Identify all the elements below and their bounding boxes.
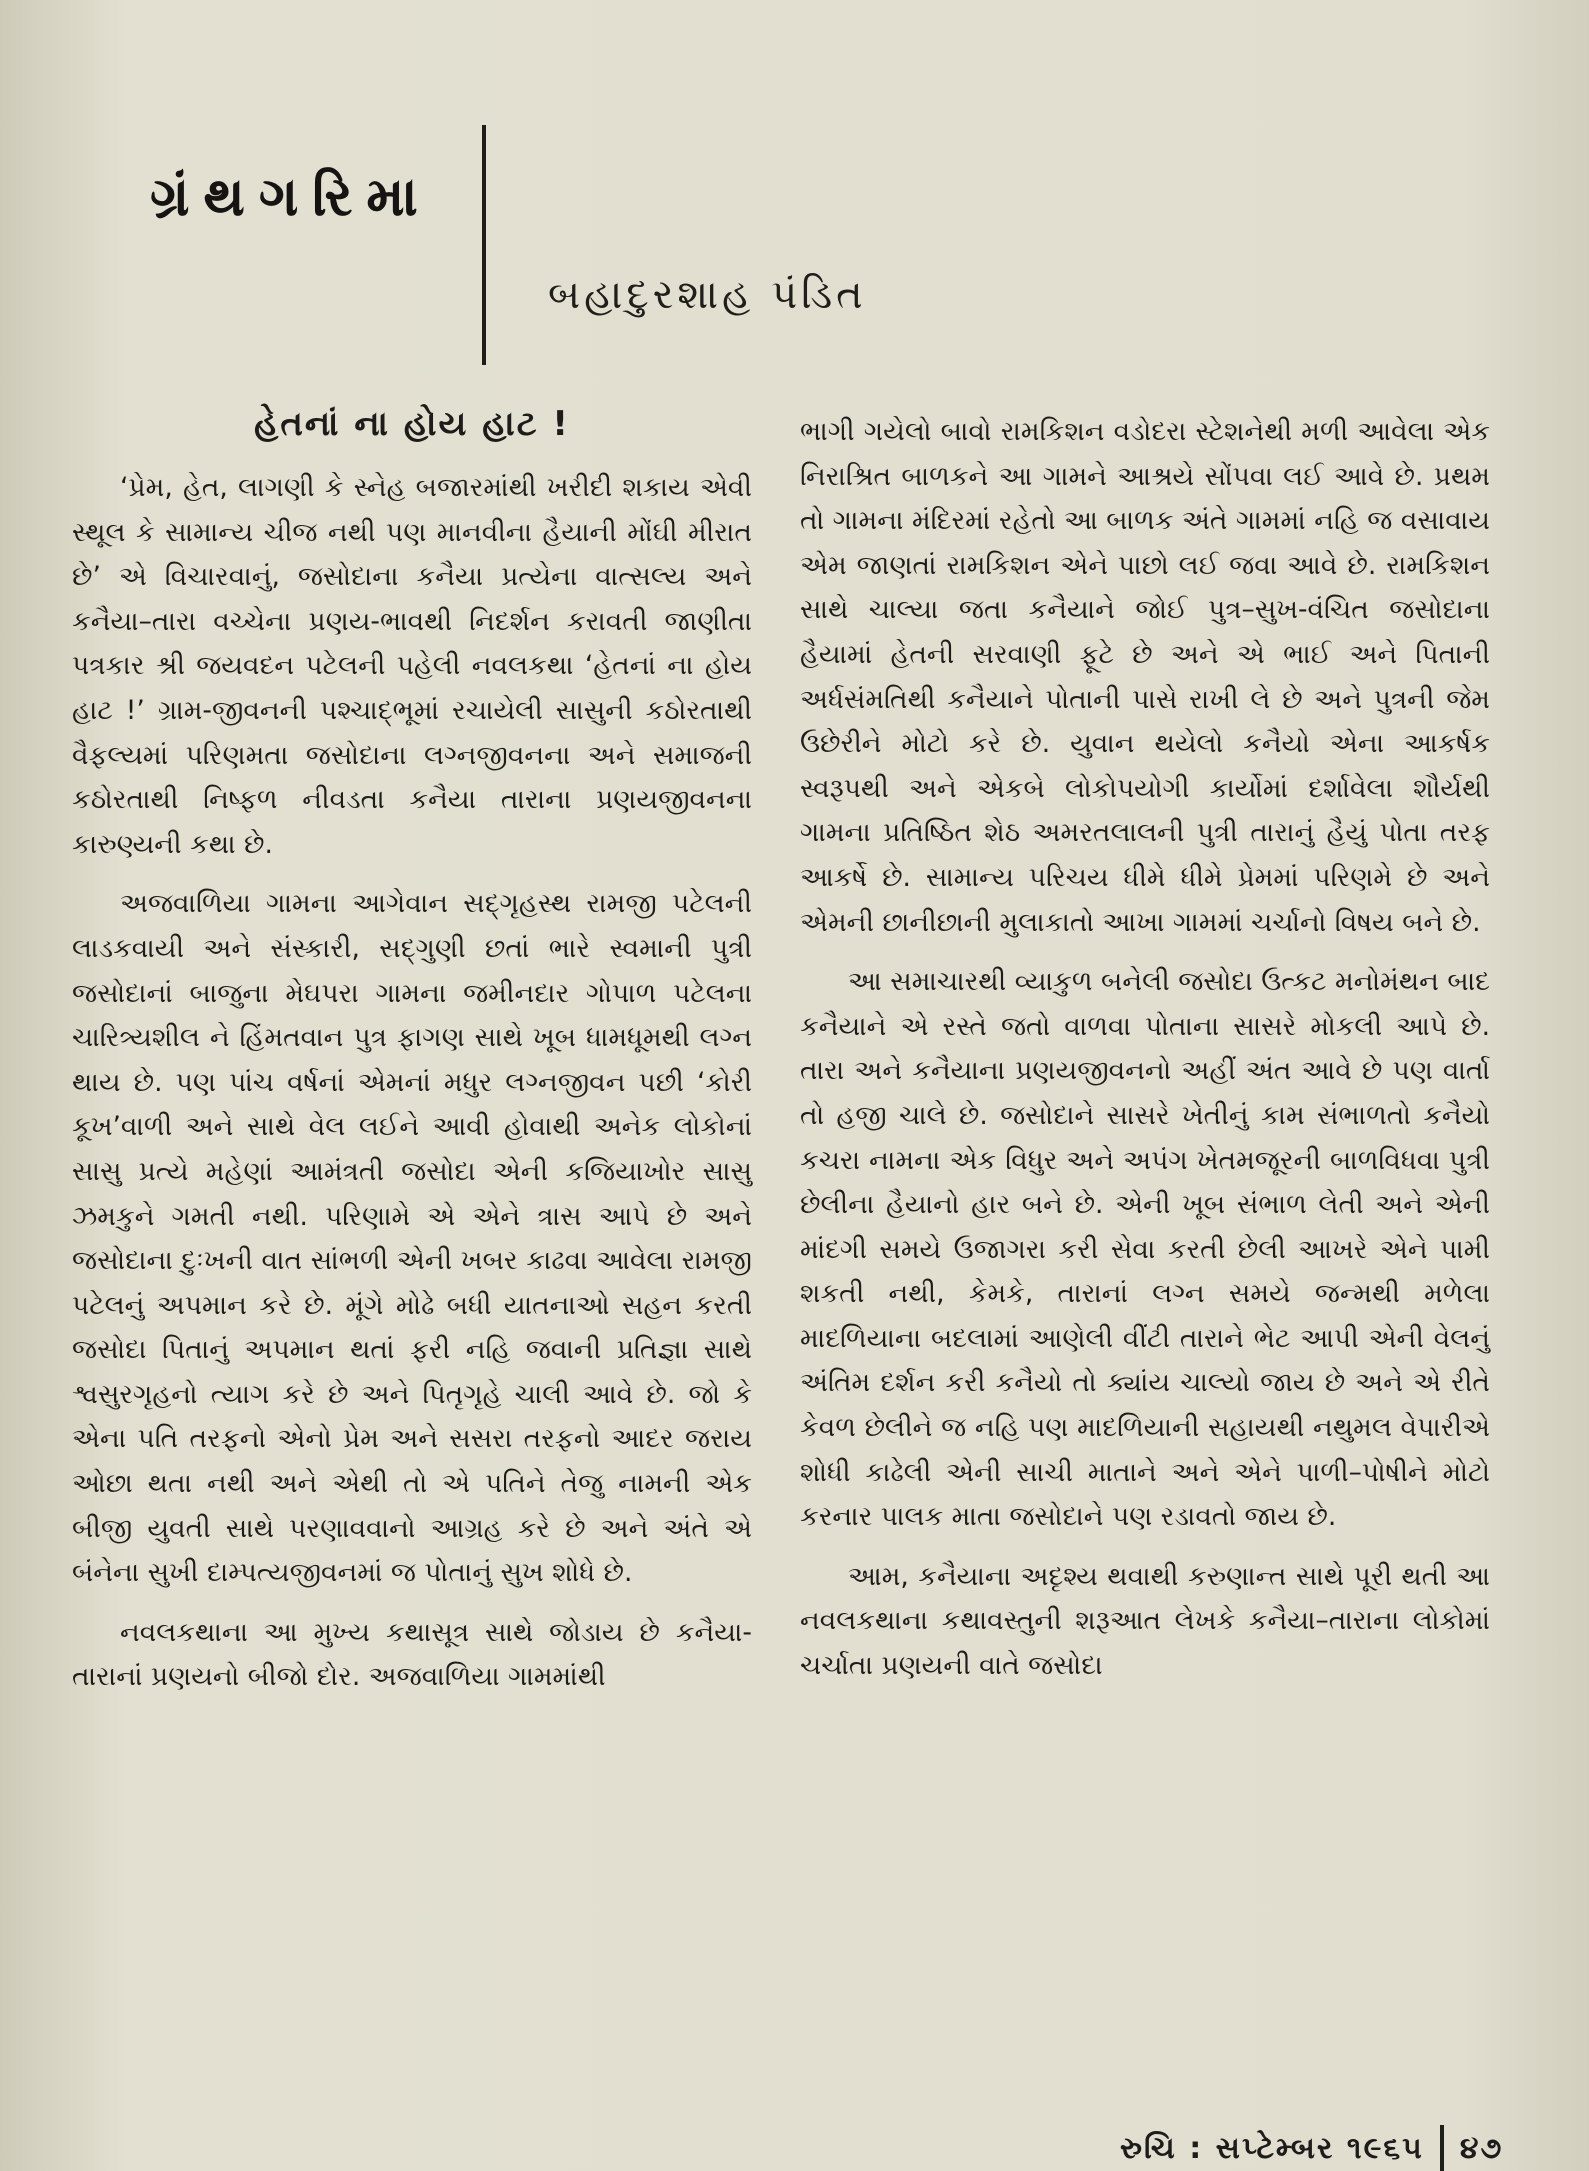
paragraph: નવલકથાના આ મુખ્ય કથાસૂત્ર સાથે જોડાય છે કનૈયા-તારાનાં પ્રણયનો બીજો દોર. અજવાળિયા ગામમાંથી — [72, 1616, 752, 1693]
right-column — [800, 410, 1490, 1704]
author-name: બહાદુરશાહ પંડિત — [548, 272, 867, 318]
issue-info: રુચિ : સપ્ટેમ્બર ૧૯૬૫ — [1120, 2130, 1424, 2166]
footer-divider — [1440, 2125, 1444, 2171]
page-number: ૪૭ — [1459, 2130, 1504, 2166]
article-title: હેતનાં ના હોય હાટ ! — [254, 404, 570, 444]
paragraph: અજવાળિયા ગામના આગેવાન સદ્‌ગૃહસ્થ રામજી પટેલની લાડકવાયી અને સંસ્કારી, સદ્‌ગુણી છતાં ભારે સ્વમાની પુત્રી જસોદાનાં બાજુના મેઘપરા ગામના જમીનદાર ગોપાળ પટેલના ચારિત્ર્યશીલ ને હિંમતવાન પુત્ર ફાગણ સાથે ખૂબ ધામધૂમથી લગ્ન થાય છે. પણ પાંચ વર્ષનાં એમનાં મધુર લગ્નજીવન પછી ‘કોરી કૂખ’વાળી અને સાથે વેલ લઈને આવી હોવાથી અનેક લોકોનાં સાસુ પ્રત્યે મહેણાં આમંત્રતી જસોદા એની કજિયાખોર સાસુ ઝમકુને ગમતી નથી. પરિણામે એ એને ત્રાસ આપે છે અને જસોદાના દુઃખની વાત સાંભળી એની ખબર કાઢવા આવેલા રામજી પટેલનું અપમાન કરે છે. મૂંગે મોઢે બધી યાતનાઓ સહન કરતી જસોદા પિતાનું અપમાન થતાં ફરી નહિ જવાની પ્રતિજ્ઞા સાથે શ્વસુરગૃહનો ત્યાગ કરે છે અને પિતૃગૃહે ચાલી આવે છે. જો કે એના પતિ તરફનો એનો પ્રેમ અને સસરા તરફનો આદર જરાય ઓછા થતા નથી અને એથી તો એ પતિને તેજુ નામની એક બીજી યુવતી સાથે પરણાવવાનો આગ્રહ કરે છે અને અંતે એ બંનેના સુખી દામ્પત્યજીવનમાં જ પોતાનું સુખ શોધે છે. — [72, 888, 752, 1589]
paragraph: ભાગી ગયેલો બાવો રામકિશન વડોદરા સ્ટેશનેથી મળી આવેલા એક નિરાશ્રિત બાળકને આ ગામને આશ્રયે સોંપવા લઈ આવે છે. પ્રથમ તો ગામના મંદિરમાં રહેતો આ બાળક અંતે ગામમાં નહિ જ વસાવાય એમ જાણતાં રામકિશન એને પાછો લઈ જવા આવે છે. રામકિશન સાથે ચાલ્યા જતા કનૈયાને જોઈ પુત્ર–સુખ-વંચિત જસોદાના હૈયામાં હેતની સરવાણી ફૂટે છે અને એ ભાઈ અને પિતાની અર્ધસંમતિથી કનૈયાને પોતાની પાસે રાખી લે છે અને પુત્રની જેમ ઉછેરીને મોટો કરે છે. યુવાન થયેલો કનૈયો એના આકર્ષક સ્વરૂપથી અને એકબે લોકોપયોગી કાર્યોમાં દર્શાવેલા શૌર્યથી ગામના પ્રતિષ્ઠિત શેઠ અમરતલાલની પુત્રી તારાનું હૈયું પોતા તરફ આકર્ષે છે. સામાન્ય પરિચય ધીમે ધીમે પ્રેમમાં પરિણમે છે અને એમની છાનીછાની મુલાકાતો આખા ગામમાં ચર્ચાનો વિષય બને છે. — [800, 416, 1490, 938]
title-divider — [482, 125, 486, 365]
left-column — [72, 400, 752, 1715]
paragraph: આ સમાચારથી વ્યાકુળ બનેલી જસોદા ઉત્કટ મનોમંથન બાદ કનૈયાને એ રસ્તે જતો વાળવા પોતાના સાસરે મોકલી આપે છે. તારા અને કનૈયાના પ્રણયજીવનનો અહીં અંત આવે છે પણ વાર્તા તો હજી ચાલે છે. જસોદાને સાસરે ખેતીનું કામ સંભાળતો કનૈયો કચરા નામના એક વિધુર અને અપંગ ખેતમજૂરની બાળવિધવા પુત્રી છેલીના હૈયાનો હાર બને છે. એની ખૂબ સંભાળ લેતી અને એની માંદગી સમયે ઉજાગરા કરી સેવા કરતી છેલી આખરે એને પામી શકતી નથી, કેમકે, તારાનાં લગ્ન સમયે જન્મથી મળેલા માદળિયાના બદલામાં આણેલી વીંટી તારાને ભેટ આપી એની વેલનું અંતિમ દર્શન કરી કનૈયો તો ક્યાંય ચાલ્યો જાય છે અને એ રીતે કેવળ છેલીને જ નહિ પણ માદળિયાની સહાયથી નથુમલ વેપારીએ શોધી કાઢેલી એની સાચી માતાને અને એને પાળી–પોષીને મોટો કરનાર પાલક માતા જસોદાને પણ રડાવતો જાય છે. — [800, 966, 1490, 1533]
paragraph: ‘પ્રેમ, હેત, લાગણી કે સ્નેહ બજારમાંથી ખરીદી શકાય એવી સ્થૂલ કે સામાન્ય ચીજ નથી પણ માનવીના હૈયાની મોંઘી મીરાત છે’ એ વિચારવાનું, જસોદાના કનૈયા પ્રત્યેના વાત્સલ્ય અને કનૈયા–તારા વચ્ચેના પ્રણય-ભાવથી નિદર્શન કરાવતી જાણીતા પત્રકાર શ્રી જયવદન પટેલની પહેલી નવલકથા ‘હેતનાં ના હોય હાટ !’ ગ્રામ-જીવનની પશ્ચાદ્‌ભૂમાં રચાયેલી સાસુની કઠોરતાથી વૈફલ્યમાં પરિણમતા જસોદાના લગ્નજીવનના અને સમાજની કઠોરતાથી નિષ્ફળ નીવડતા કનૈયા તારાના પ્રણયજીવનના કારુણ્યની કથા છે. — [72, 472, 752, 860]
paragraph: આમ, કનૈયાના અદૃશ્ય થવાથી કરુણાન્ત સાથે પૂરી થતી આ નવલકથાના કથાવસ્તુની શરૂઆત લેખકે કનૈયા–તારાના લોકોમાં ચર્ચાતા પ્રણયની વાતે જસોદા — [800, 1560, 1490, 1682]
page-footer — [1120, 2128, 1503, 2168]
section-title: ગ્રંથગરિમા — [150, 165, 432, 228]
